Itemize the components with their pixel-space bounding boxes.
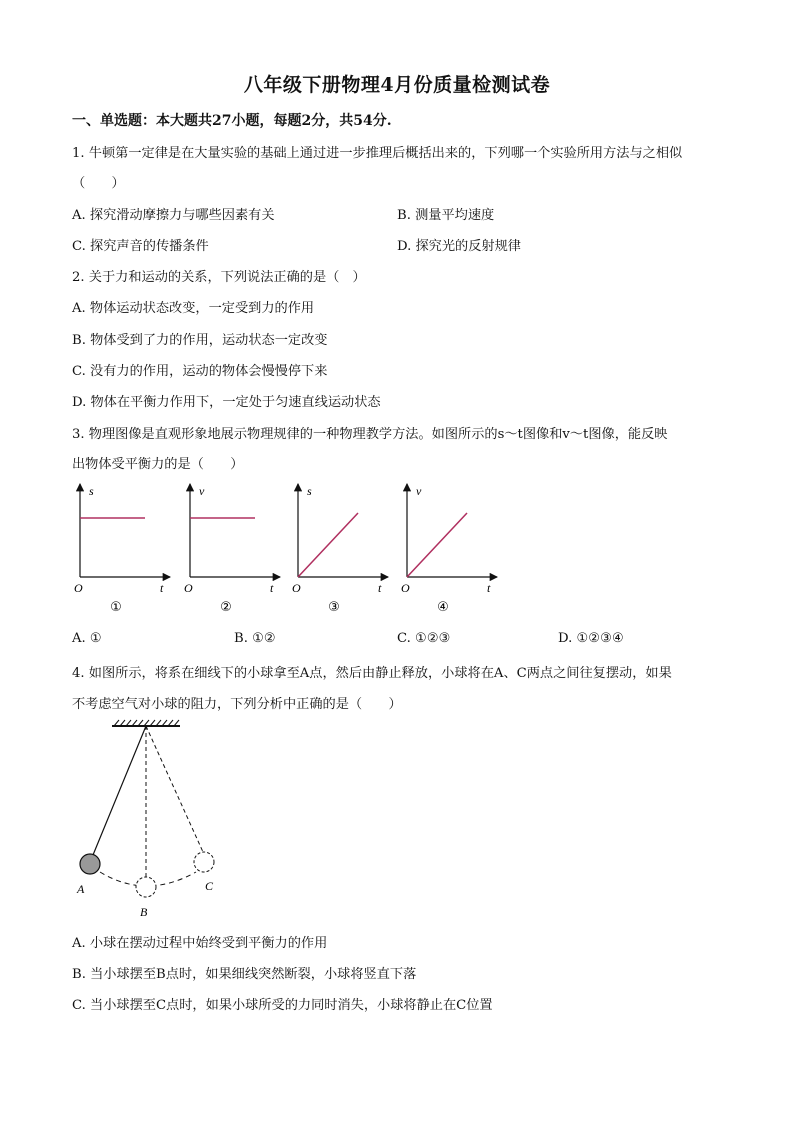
q4-option-b[interactable]: B. 当小球摆至B点时，如果细线突然断裂，小球将竖直下落: [72, 967, 417, 982]
graph-4-x-label: t: [487, 581, 491, 595]
q2-option-c[interactable]: C. 没有力的作用，运动的物体会慢慢停下来: [72, 364, 328, 379]
q1-stem-line1: 1. 牛顿第一定律是在大量实验的基础上通过进一步推理后概括出来的，下列哪一个实验所用方法与之相似: [72, 146, 683, 161]
q2-option-a[interactable]: A. 物体运动状态改变，一定受到力的作用: [72, 301, 315, 316]
q1-option-a[interactable]: A. 探究滑动摩擦力与哪些因素有关: [72, 208, 275, 223]
graph-1-x-label: t: [160, 581, 164, 595]
graph-4-origin-label: O: [401, 581, 410, 595]
q4-stem-line1: 4. 如图所示，将系在细线下的小球拿至A点，然后由静止释放，小球将在A、C两点之间往复摆动，如果: [72, 666, 672, 681]
q3-option-d[interactable]: D. ①②③④: [558, 631, 624, 646]
ball-a: [80, 854, 100, 874]
q3-option-c[interactable]: C. ①②③: [397, 631, 451, 646]
graph-2-y-label: v: [199, 484, 205, 498]
graph-1-y-label: s: [89, 484, 94, 498]
graph-2-x-label: t: [270, 581, 274, 595]
graph-3-caption: ③: [328, 600, 340, 615]
q3-option-b[interactable]: B. ①②: [234, 631, 276, 646]
q2-stem: 2. 关于力和运动的关系，下列说法正确的是（ ）: [72, 270, 366, 285]
section-header: 一、单选题：本大题共27小题，每题2分，共54分.: [72, 113, 392, 129]
point-label-a: A: [77, 882, 85, 896]
graph-1-origin-label: O: [74, 581, 83, 595]
q2-option-d[interactable]: D. 物体在平衡力作用下，一定处于匀速直线运动状态: [72, 395, 381, 410]
graph-2-caption: ②: [220, 600, 232, 615]
graph-4-caption: ④: [437, 600, 449, 615]
q3-stem-line1: 3. 物理图像是直观形象地展示物理规律的一种物理教学方法。如图所示的s～t图像和v～t图像，能反映: [72, 427, 668, 442]
point-label-c: C: [205, 879, 214, 893]
string-a: [93, 726, 146, 855]
q3-option-a[interactable]: A. ①: [72, 631, 102, 646]
q1-option-c[interactable]: C. 探究声音的传播条件: [72, 239, 209, 254]
graph-2-origin-label: O: [184, 581, 193, 595]
q1-stem-line2: （ ）: [72, 176, 125, 191]
ball-c: [194, 852, 214, 872]
q3-stem-line2: 出物体受平衡力的是（ ）: [72, 457, 244, 472]
string-c: [146, 726, 203, 852]
q1-option-b[interactable]: B. 测量平均速度: [397, 208, 495, 223]
ball-b: [136, 877, 156, 897]
q2-option-b[interactable]: B. 物体受到了力的作用，运动状态一定改变: [72, 333, 328, 348]
graph-3-origin-label: O: [292, 581, 301, 595]
point-label-b: B: [140, 905, 148, 919]
q4-stem-line2: 不考虑空气对小球的阻力，下列分析中正确的是（ ）: [72, 697, 402, 712]
q4-option-a[interactable]: A. 小球在摆动过程中始终受到平衡力的作用: [72, 936, 328, 951]
graph-4-y-label: v: [416, 484, 422, 498]
graph-3-x-label: t: [378, 581, 382, 595]
q4-option-c[interactable]: C. 当小球摆至C点时，如果小球所受的力同时消失，小球将静止在C位置: [72, 998, 493, 1013]
graph-1-caption: ①: [110, 600, 122, 615]
graph-3-y-label: s: [307, 484, 312, 498]
page-title: 八年级下册物理4月份质量检测试卷: [243, 74, 551, 96]
q1-option-d[interactable]: D. 探究光的反射规律: [397, 239, 521, 254]
